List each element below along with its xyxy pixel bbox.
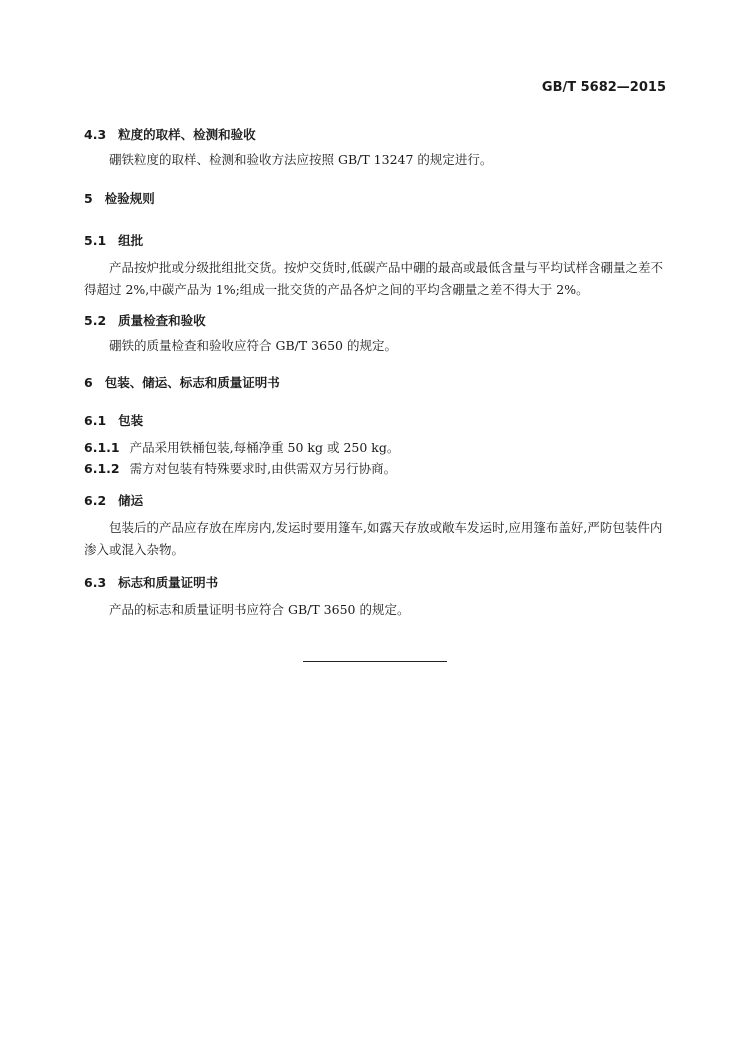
section-title: 质量检查和验收 (118, 313, 206, 328)
section-heading-6-3 (84, 573, 666, 591)
section-title: 包装 (118, 413, 144, 428)
item-number: 6.1.1 (84, 440, 120, 455)
section-paragraph-5-1: 产品按炉批或分级批组批交货。按炉交货时,低碳产品中硼的最高或最低含量与平均试样含硼量之差不得超过 2%,中碳产品为 1%;组成一批交货的产品各炉之间的平均含硼量之差不得大于 2%。 (84, 260, 663, 297)
section-heading-5-1 (84, 231, 666, 249)
item-number: 6.1.2 (84, 461, 120, 476)
section-title: 包装、储运、标志和质量证明书 (104, 375, 280, 390)
section-number: 6.3 (84, 575, 107, 590)
section-number: 6.1 (84, 413, 107, 428)
standard-code: GB/T 5682—2015 (541, 80, 666, 95)
section-title: 标志和质量证明书 (118, 575, 219, 590)
section-heading-6-1 (84, 411, 666, 429)
section-number: 6 (84, 375, 93, 390)
section-paragraph-6-2: 包装后的产品应存放在库房内,发运时要用篷车,如露天存放或敞车发运时,应用篷布盖好,严防包装件内渗入或混入杂物。 (84, 520, 663, 557)
section-number: 5.1 (84, 233, 107, 248)
section-title: 检验规则 (104, 191, 155, 206)
list-item (84, 458, 666, 479)
section-title: 组批 (118, 233, 144, 248)
end-of-document-rule (303, 661, 447, 662)
section-heading-6-2 (84, 491, 666, 509)
item-text: 产品采用铁桶包装,每桶净重 50 kg 或 250 kg。 (129, 440, 400, 455)
document-body (84, 118, 666, 621)
section-paragraph-5-2: 硼铁的质量检查和验收应符合 GB/T 3650 的规定。 (109, 338, 397, 353)
section-heading-5-2 (84, 311, 666, 329)
item-text: 需方对包装有特殊要求时,由供需双方另行协商。 (129, 461, 397, 476)
section-number: 5.2 (84, 313, 107, 328)
section-heading-4-3 (84, 125, 666, 143)
section-title: 粒度的取样、检测和验收 (118, 127, 256, 142)
section-number: 5 (84, 191, 93, 206)
section-heading-5 (84, 189, 666, 207)
section-title: 储运 (118, 493, 144, 508)
section-paragraph-6-3: 产品的标志和质量证明书应符合 GB/T 3650 的规定。 (109, 602, 410, 617)
section-paragraph-4-3: 硼铁粒度的取样、检测和验收方法应按照 GB/T 13247 的规定进行。 (109, 152, 493, 167)
section-heading-6 (84, 373, 666, 391)
section-number: 4.3 (84, 127, 107, 142)
list-item (84, 437, 666, 458)
section-number: 6.2 (84, 493, 107, 508)
